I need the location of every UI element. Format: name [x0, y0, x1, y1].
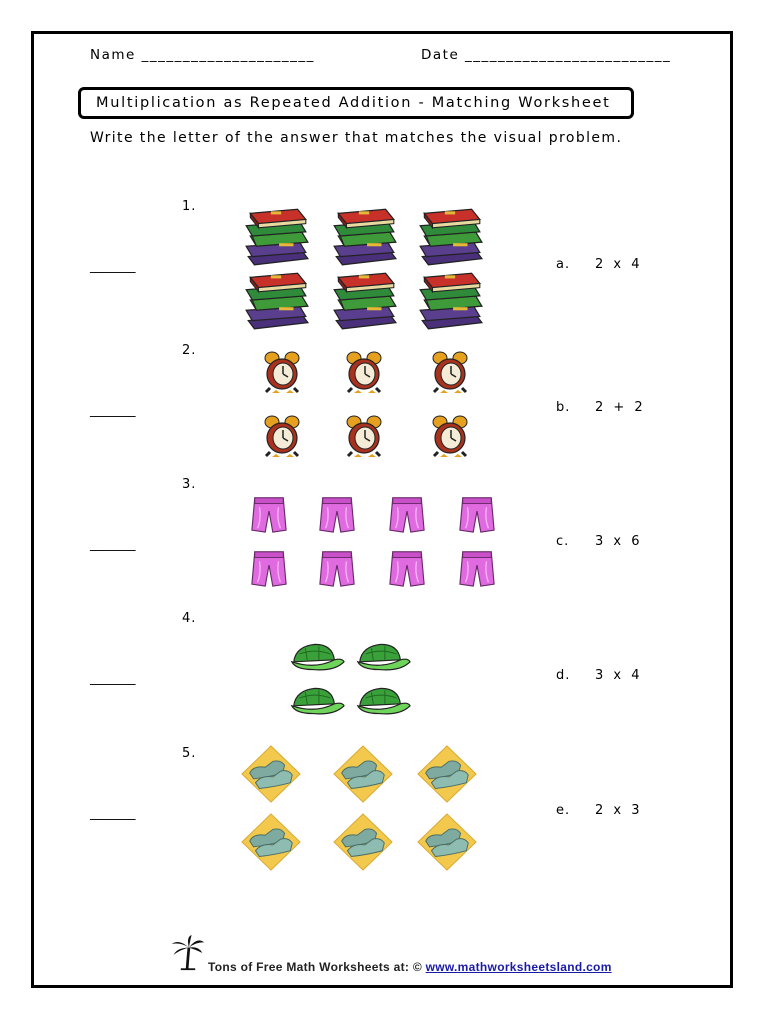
book-stack-icon	[414, 205, 486, 267]
book-stack-icon	[414, 269, 486, 331]
option-c-letter: c.	[556, 534, 570, 549]
option-d-expression: 3 x 4	[595, 668, 643, 683]
shorts-icon	[458, 494, 496, 534]
problem-4-number: 4.	[182, 611, 197, 626]
alarm-clock-icon	[344, 350, 384, 394]
shoes-sign-icon	[332, 744, 394, 804]
option-b-expression: 2 + 2	[595, 400, 646, 415]
option-e-letter: e.	[556, 803, 571, 818]
cap-icon	[286, 684, 346, 716]
cap-icon	[352, 640, 412, 672]
book-stack-icon	[240, 269, 312, 331]
problem-3-number: 3.	[182, 477, 197, 492]
answer-blank-2: _______	[90, 403, 136, 418]
problem-5-number: 5.	[182, 746, 197, 761]
shoes-sign-icon	[416, 744, 478, 804]
problem-1-number: 1.	[182, 199, 197, 214]
shorts-icon	[318, 494, 356, 534]
alarm-clock-icon	[344, 414, 384, 458]
shoes-sign-icon	[240, 812, 302, 872]
problem-1-picture-group	[240, 205, 490, 330]
shorts-icon	[250, 494, 288, 534]
answer-blank-5: _______	[90, 806, 136, 821]
problem-4-picture-group	[286, 640, 416, 720]
worksheet-title: Multiplication as Repeated Addition - Matching Worksheet	[78, 87, 634, 119]
cap-icon	[286, 640, 346, 672]
shoes-sign-icon	[416, 812, 478, 872]
date-field-label: Date _________________________	[421, 47, 672, 63]
option-b-letter: b.	[556, 400, 571, 415]
problem-5-picture-group	[240, 744, 480, 874]
name-field-label: Name _____________________	[90, 47, 315, 63]
footer-credit	[208, 960, 612, 974]
shorts-icon	[318, 548, 356, 588]
shorts-icon	[250, 548, 288, 588]
option-a-letter: a.	[556, 257, 571, 272]
problem-2-picture-group	[262, 350, 472, 465]
answer-blank-3: _______	[90, 537, 136, 552]
problem-2-number: 2.	[182, 343, 197, 358]
option-c-expression: 3 x 6	[595, 534, 643, 549]
option-d-letter: d.	[556, 668, 571, 683]
answer-blank-1: _______	[90, 259, 136, 274]
alarm-clock-icon	[430, 350, 470, 394]
palm-tree-icon	[170, 933, 206, 973]
footer-text: Tons of Free Math Worksheets at: ©	[208, 960, 426, 974]
instructions: Write the letter of the answer that matches the visual problem.	[90, 130, 623, 146]
book-stack-icon	[328, 269, 400, 331]
option-a-expression: 2 x 4	[595, 257, 643, 272]
alarm-clock-icon	[430, 414, 470, 458]
shorts-icon	[388, 494, 426, 534]
problem-3-picture-group	[250, 494, 500, 590]
shorts-icon	[388, 548, 426, 588]
cap-icon	[352, 684, 412, 716]
shoes-sign-icon	[332, 812, 394, 872]
answer-blank-4: _______	[90, 671, 136, 686]
alarm-clock-icon	[262, 414, 302, 458]
shorts-icon	[458, 548, 496, 588]
footer-link[interactable]: www.mathworksheetsland.com	[425, 960, 612, 974]
book-stack-icon	[328, 205, 400, 267]
shoes-sign-icon	[240, 744, 302, 804]
option-e-expression: 2 x 3	[595, 803, 643, 818]
alarm-clock-icon	[262, 350, 302, 394]
book-stack-icon	[240, 205, 312, 267]
